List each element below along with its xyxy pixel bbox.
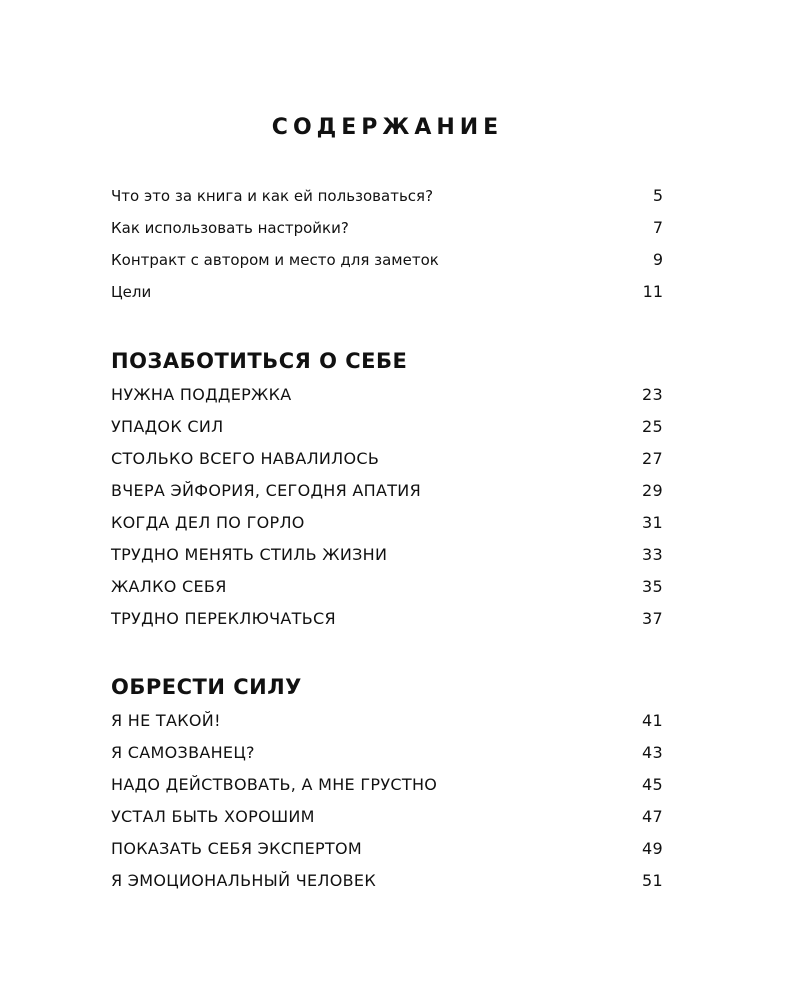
toc-entry[interactable]	[111, 545, 663, 577]
toc-entry-label: ПОКАЗАТЬ СЕБЯ ЭКСПЕРТОМ	[111, 839, 362, 858]
toc-entry-page: 7	[652, 218, 663, 237]
toc-section-gain-strength	[111, 673, 663, 903]
toc-entry-label: Как использовать настройки?	[111, 219, 349, 237]
toc-entry-page: 31	[642, 513, 663, 532]
toc-entry-label: Цели	[111, 283, 152, 301]
toc-entry-label: Я НЕ ТАКОЙ!	[111, 711, 221, 730]
toc-section-take-care	[111, 347, 663, 641]
toc-entry-page: 43	[642, 743, 663, 762]
toc-entry-label: ТРУДНО МЕНЯТЬ СТИЛЬ ЖИЗНИ	[111, 545, 388, 564]
toc-entry-page: 41	[642, 711, 663, 730]
toc-entry-page: 45	[642, 775, 663, 794]
toc-entry-page: 47	[642, 807, 663, 826]
toc-entry-page: 37	[642, 609, 663, 628]
toc-entry-page: 35	[642, 577, 663, 596]
toc-entry-label: Я САМОЗВАНЕЦ?	[111, 743, 255, 762]
toc-entry[interactable]	[111, 449, 663, 481]
toc-entry[interactable]	[111, 513, 663, 545]
toc-entry-page: 9	[652, 250, 663, 269]
toc-entry-label: НАДО ДЕЙСТВОВАТЬ, А МНЕ ГРУСТНО	[111, 775, 438, 794]
toc-entry[interactable]	[111, 807, 663, 839]
toc-entry-label: НУЖНА ПОДДЕРЖКА	[111, 385, 292, 404]
toc-entry-label: ВЧЕРА ЭЙФОРИЯ, СЕГОДНЯ АПАТИЯ	[111, 481, 421, 500]
toc-entry[interactable]	[111, 417, 663, 449]
section-title: ОБРЕСТИ СИЛУ	[111, 675, 302, 699]
toc-entry-page: 25	[642, 417, 663, 436]
toc-entry[interactable]	[111, 186, 663, 218]
toc-entry[interactable]	[111, 775, 663, 807]
toc-entry-label: УСТАЛ БЫТЬ ХОРОШИМ	[111, 807, 315, 826]
toc-entry-page: 29	[642, 481, 663, 500]
toc-intro-list	[111, 186, 663, 314]
toc-entry[interactable]	[111, 711, 663, 743]
toc-entry[interactable]	[111, 282, 663, 314]
toc-entry-label: Что это за книга и как ей пользоваться?	[111, 187, 434, 205]
toc-entry-label: Контракт с автором и место для заметок	[111, 251, 439, 269]
toc-entry-label: КОГДА ДЕЛ ПО ГОРЛО	[111, 513, 305, 532]
toc-entry-label: Я ЭМОЦИОНАЛЬНЫЙ ЧЕЛОВЕК	[111, 871, 376, 890]
toc-entry[interactable]	[111, 577, 663, 609]
toc-entry[interactable]	[111, 743, 663, 775]
toc-entry[interactable]	[111, 871, 663, 903]
toc-entry-page: 27	[642, 449, 663, 468]
toc-entry-label: ЖАЛКО СЕБЯ	[111, 577, 227, 596]
toc-entry-label: УПАДОК СИЛ	[111, 417, 224, 436]
toc-entry-page: 49	[642, 839, 663, 858]
toc-entry[interactable]	[111, 250, 663, 282]
toc-entry-page: 23	[642, 385, 663, 404]
toc-entry-label: ТРУДНО ПЕРЕКЛЮЧАТЬСЯ	[111, 609, 336, 628]
toc-entry[interactable]	[111, 385, 663, 417]
section-title: ПОЗАБОТИТЬСЯ О СЕБЕ	[111, 349, 408, 373]
toc-entry-page: 51	[642, 871, 663, 890]
toc-entry[interactable]	[111, 481, 663, 513]
page-title: СОДЕРЖАНИЕ	[271, 115, 504, 140]
toc-entry[interactable]	[111, 609, 663, 641]
toc-entry[interactable]	[111, 218, 663, 250]
toc-entry-label: СТОЛЬКО ВСЕГО НАВАЛИЛОСЬ	[111, 449, 380, 468]
toc-entry-page: 11	[642, 282, 663, 301]
toc-entry-page: 33	[642, 545, 663, 564]
toc-entry[interactable]	[111, 839, 663, 871]
toc-entry-page: 5	[652, 186, 663, 205]
